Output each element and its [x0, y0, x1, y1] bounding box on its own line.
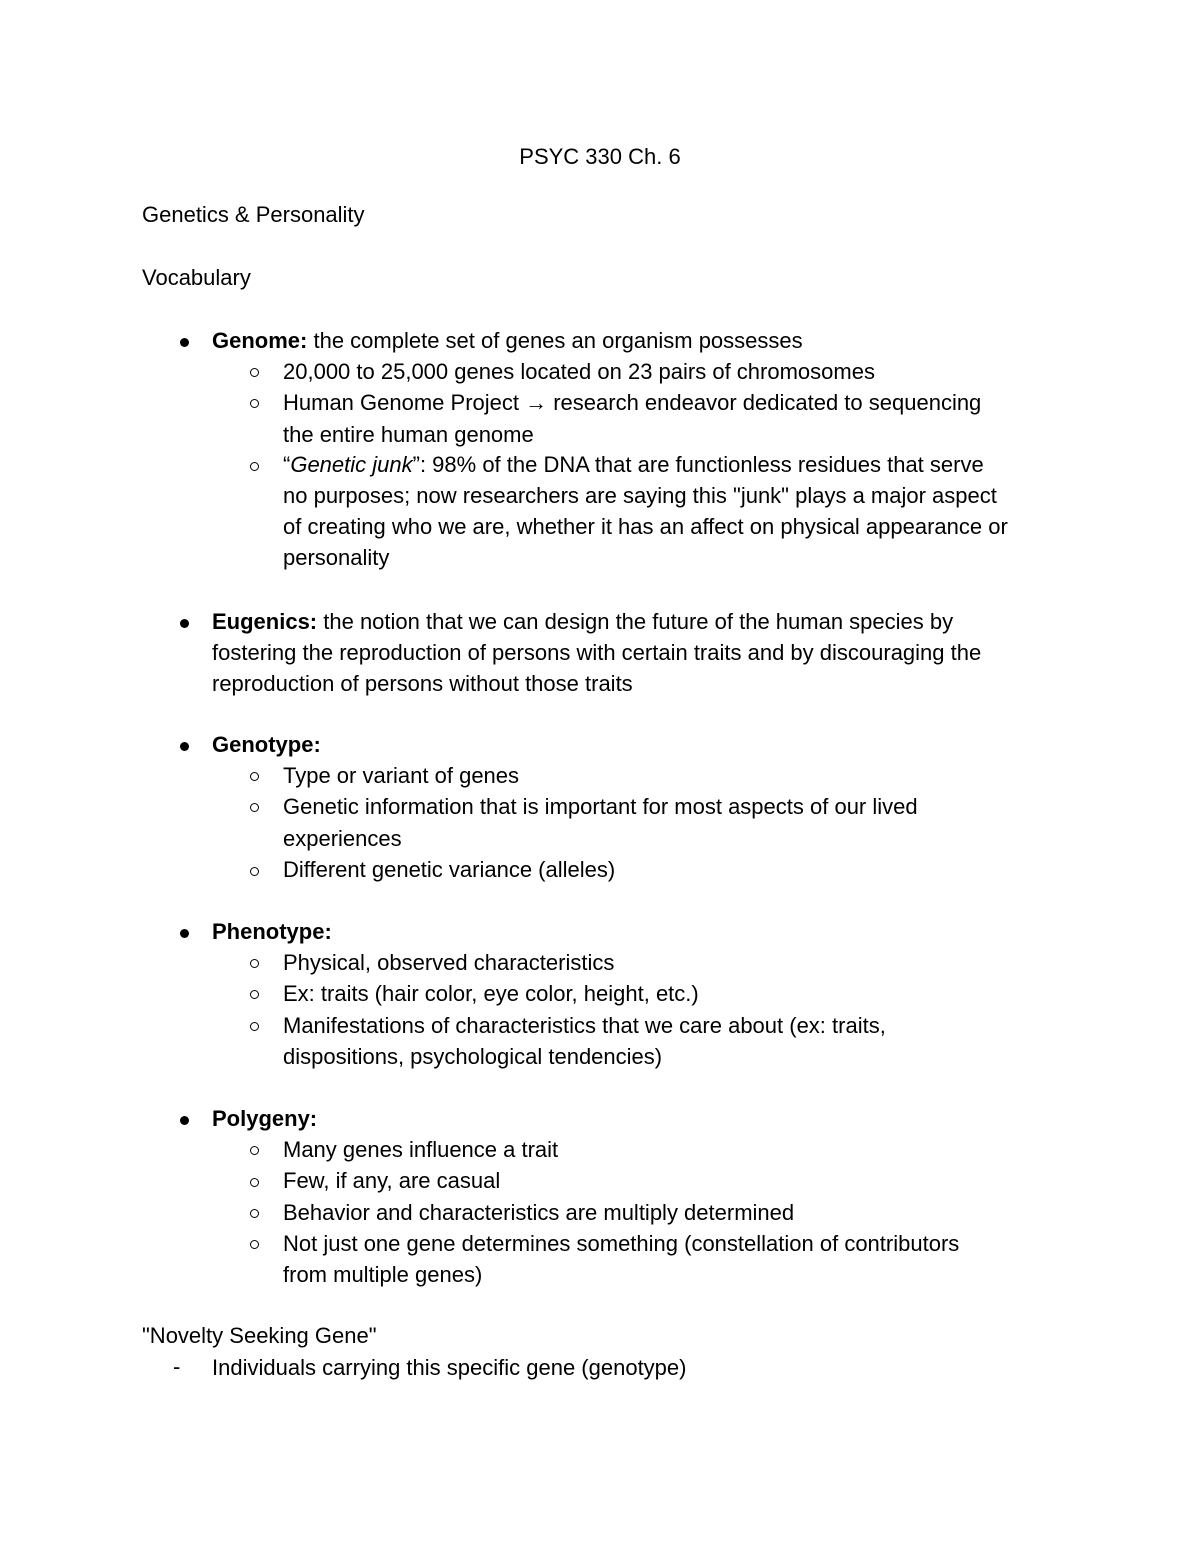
term-label: Polygeny: [212, 1106, 318, 1131]
dash-bullet: - [173, 1354, 181, 1379]
bullet-icon [180, 619, 189, 628]
definition-continuation: reproduction of persons without those traits [212, 671, 633, 696]
list-item-continuation: of creating who we are, whether it has an affect on physical appearance or [283, 514, 1008, 539]
list-item: Ex: traits (hair color, eye color, height, etc.) [283, 981, 699, 1006]
sub-bullet-icon [250, 990, 259, 999]
sub-bullet-icon [250, 867, 259, 876]
sub-bullet-icon [250, 772, 259, 781]
term-label: Eugenics: [212, 609, 318, 634]
sub-bullet-icon [250, 1146, 259, 1155]
sub-bullet-icon [250, 803, 259, 812]
list-item: Behavior and characteristics are multiply determined [283, 1200, 795, 1225]
list-item: Genetic information that is important for most aspects of our lived [283, 794, 918, 819]
bullet-icon [180, 338, 189, 347]
bullet-icon [180, 742, 189, 751]
list-item: Human Genome Project → research endeavor dedicated to sequencing [283, 390, 982, 415]
list-item-continuation: experiences [283, 826, 402, 851]
list-item: Not just one gene determines something (constellation of contributors [283, 1231, 960, 1256]
sub-bullet-icon [250, 1240, 259, 1249]
list-item: Few, if any, are casual [283, 1168, 501, 1193]
list-item-continuation: from multiple genes) [283, 1262, 483, 1287]
definition-continuation: fostering the reproduction of persons with certain traits and by discouraging the [212, 640, 982, 665]
list-item-continuation: the entire human genome [283, 422, 534, 447]
term-label: Genotype: [212, 732, 321, 757]
term-eugenics [212, 606, 953, 637]
bullet-icon [180, 929, 189, 938]
list-item: Different genetic variance (alleles) [283, 857, 616, 882]
list-item-continuation: no purposes; now researchers are saying this "junk" plays a major aspect [283, 483, 997, 508]
list-item: Physical, observed characteristics [283, 950, 615, 975]
genetic-junk-term: Genetic junk [290, 452, 413, 477]
sub-bullet-icon [250, 1022, 259, 1031]
sub-bullet-icon [250, 368, 259, 377]
term-genome [212, 325, 803, 356]
sub-bullet-icon [250, 462, 259, 471]
term-definition: the notion that we can design the future of the human species by [317, 609, 954, 634]
sub-bullet-icon [250, 1178, 259, 1187]
sub-bullet-icon [250, 399, 259, 408]
sub-bullet-icon [250, 959, 259, 968]
term-label: Genome: [212, 328, 308, 353]
term-phenotype [212, 916, 332, 947]
term-definition: the complete set of genes an organism possesses [307, 328, 803, 353]
novelty-heading: "Novelty Seeking Gene" [142, 1323, 377, 1348]
list-item: 20,000 to 25,000 genes located on 23 pairs of chromosomes [283, 359, 875, 384]
page-title: PSYC 330 Ch. 6 [519, 144, 681, 169]
list-item-continuation: personality [283, 545, 390, 570]
section-heading: Vocabulary [142, 265, 251, 290]
list-item-continuation: dispositions, psychological tendencies) [283, 1044, 663, 1069]
list-item: Type or variant of genes [283, 763, 520, 788]
term-polygeny [212, 1103, 317, 1134]
list-item: “Genetic junk”: 98% of the DNA that are functionless residues that serve [283, 452, 984, 477]
term-genotype [212, 729, 321, 760]
list-item: Many genes influence a trait [283, 1137, 559, 1162]
sub-bullet-icon [250, 1209, 259, 1218]
list-item: Individuals carrying this specific gene (genotype) [212, 1355, 687, 1380]
topic-heading: Genetics & Personality [142, 202, 365, 227]
term-label: Phenotype: [212, 919, 332, 944]
list-item: Manifestations of characteristics that we care about (ex: traits, [283, 1013, 886, 1038]
bullet-icon [180, 1116, 189, 1125]
